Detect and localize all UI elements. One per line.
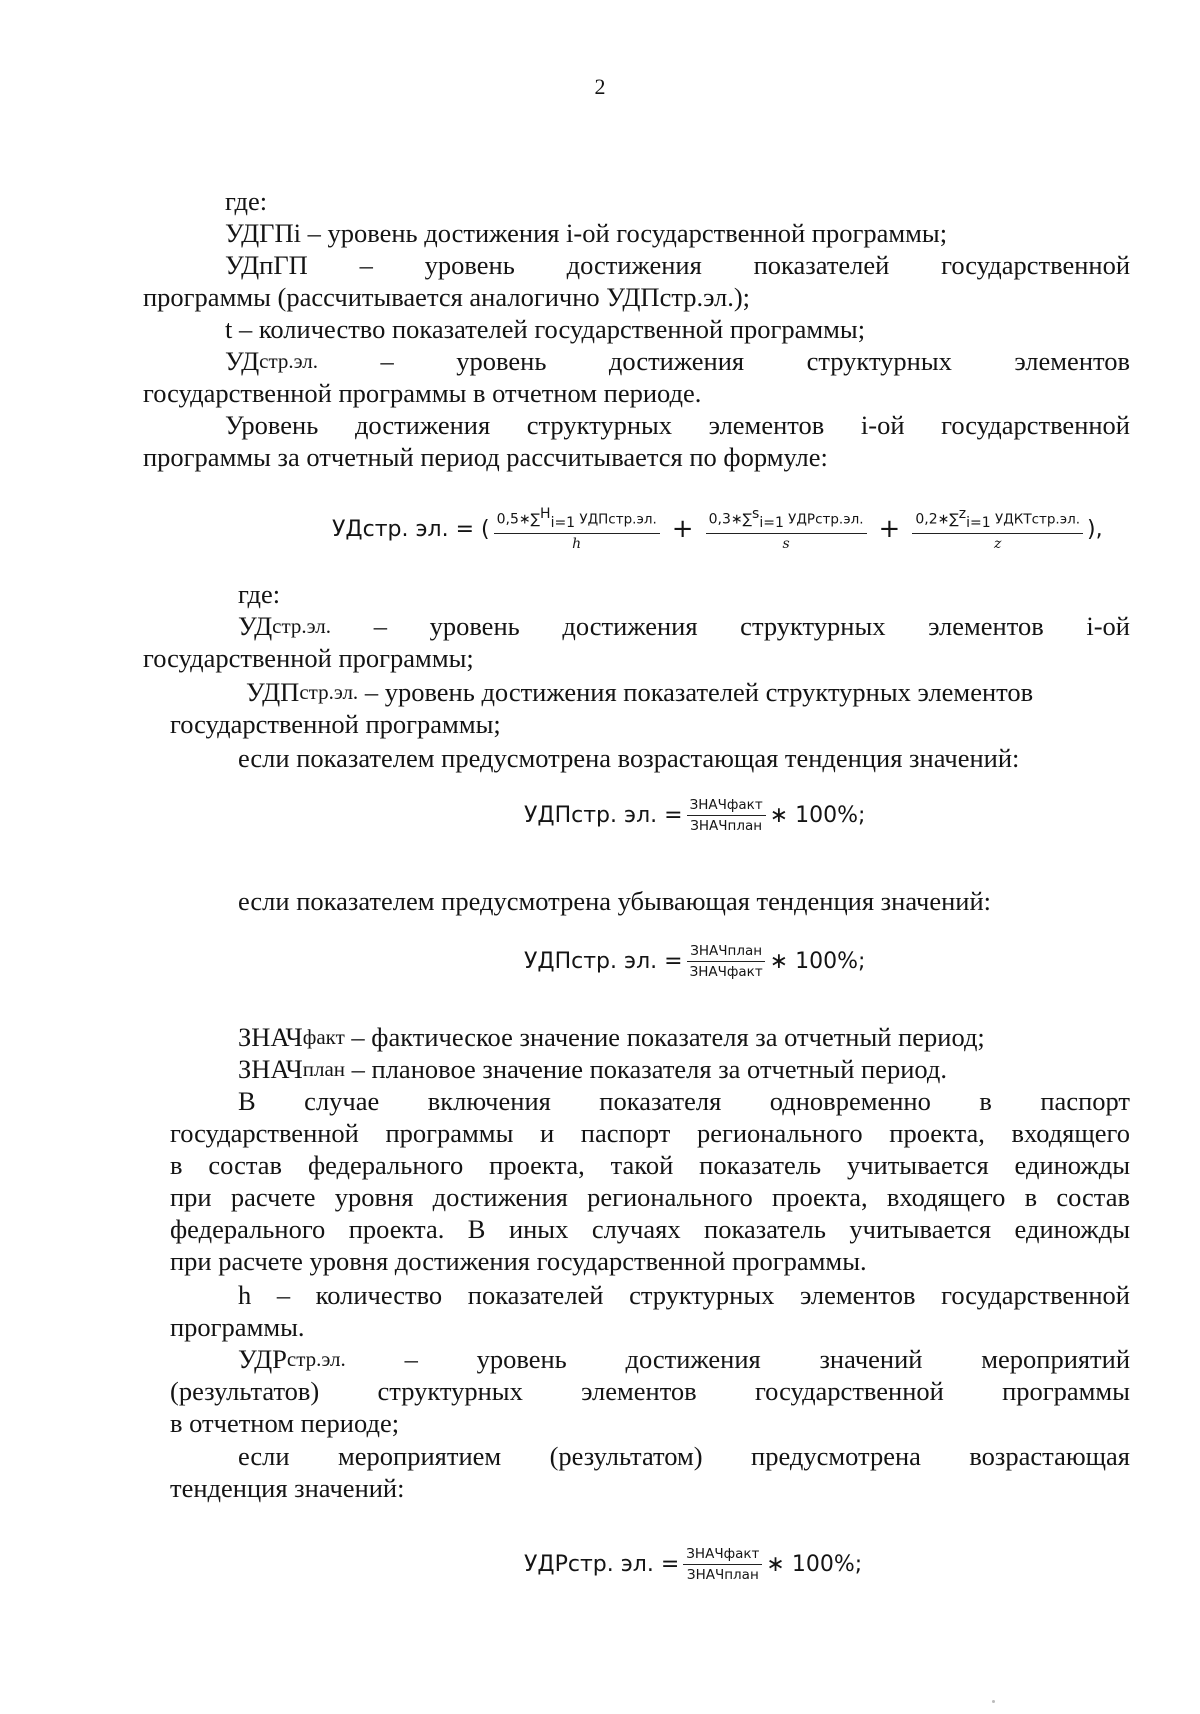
fraction-numerator: ЗНАЧфакт	[683, 1545, 762, 1565]
text-line: В случае включения показателя одновременно в паспорт	[238, 1086, 1130, 1116]
formula-udp-increasing	[524, 796, 865, 835]
formula-lhs: УДРстр. эл. =	[524, 1552, 680, 1577]
formula-tail: ∗ 100%;	[769, 803, 866, 828]
text-line	[238, 1021, 985, 1053]
fraction-term-3	[912, 505, 1083, 553]
text-line: программы.	[170, 1312, 305, 1342]
text-line: УДпГП – уровень достижения показателей государственной	[225, 250, 1130, 280]
text-line: государственной программы;	[170, 709, 501, 739]
term-subscript: факт	[302, 1025, 345, 1049]
text-line: программы за отчетный период рассчитывается по формуле:	[143, 442, 828, 472]
text-line: если показателем предусмотрена убывающая тенденция значений:	[238, 886, 992, 916]
formula-udp-decreasing	[524, 942, 865, 981]
fraction	[687, 796, 766, 835]
term: УДР	[238, 1344, 287, 1374]
fraction-numerator: 0,2∗∑$^z_{i=1}$ УДКТстр.эл.	[912, 505, 1083, 534]
text-line: t – количество показателей государственной программы;	[225, 314, 866, 344]
text-line: h – количество показателей структурных элементов государственной	[238, 1280, 1130, 1310]
scan-speck	[992, 1700, 995, 1703]
term: УД	[238, 611, 273, 641]
formula-lhs: УДПстр. эл. =	[524, 803, 683, 828]
definition-text: – уровень достижения структурных элементов i-ой	[331, 611, 1130, 641]
fraction-numerator: ЗНАЧплан	[687, 942, 765, 962]
fraction-term-1	[494, 505, 660, 553]
plus-sign: +	[878, 514, 901, 545]
fraction	[687, 942, 766, 981]
definition-text: – плановое значение показателя за отчетный период.	[345, 1054, 947, 1084]
text-line: при расчете уровня достижения регионального проекта, входящего в состав	[170, 1182, 1130, 1212]
text-line: где:	[238, 579, 281, 609]
formula-tail: ∗ 100%;	[766, 1552, 863, 1577]
text-line: государственной программы и паспорт регионального проекта, входящего	[170, 1118, 1130, 1148]
text-line: государственной программы;	[143, 643, 474, 673]
fraction-numerator: ЗНАЧфакт	[687, 796, 766, 816]
text-line	[238, 1343, 1130, 1375]
text-line	[238, 1053, 947, 1085]
definition-text: – уровень достижения показателей структурных элементов	[358, 677, 1034, 707]
text-line: где:	[225, 186, 268, 216]
text-line: УДГПi – уровень достижения i-ой государственной программы;	[225, 218, 948, 248]
term: УД	[225, 346, 260, 376]
formula-tail: ∗ 100%;	[769, 949, 866, 974]
text-line: при расчете уровня достижения государственной программы.	[170, 1246, 867, 1276]
text-line: (результатов) структурных элементов государственной программы	[170, 1376, 1130, 1406]
text-line	[246, 676, 1033, 708]
fraction-denominator: ЗНАЧплан	[690, 818, 763, 834]
text-line	[238, 610, 1130, 642]
formula-udr-increasing	[524, 1545, 862, 1584]
term: УДП	[246, 677, 300, 707]
term-subscript: стр.эл.	[286, 1347, 346, 1371]
fraction-denominator: h	[572, 536, 582, 553]
term-subscript: стр.эл.	[272, 614, 332, 638]
text-line: в состав федерального проекта, такой показатель учитывается единожды	[170, 1150, 1130, 1180]
text-line: если мероприятием (результатом) предусмотрена возрастающая	[238, 1441, 1130, 1471]
formula-tail: ),	[1087, 516, 1103, 542]
definition-text: – фактическое значение показателя за отчетный период;	[344, 1022, 985, 1052]
fraction-denominator: ЗНАЧфакт	[689, 964, 763, 980]
term-subscript: план	[302, 1057, 346, 1081]
plus-sign: +	[671, 514, 694, 545]
term: ЗНАЧ	[238, 1022, 303, 1052]
text-line: тенденция значений:	[170, 1473, 405, 1503]
formula-lhs: УДПстр. эл. =	[524, 949, 683, 974]
fraction	[683, 1545, 762, 1584]
fraction-numerator: 0,5∗∑$^H_{i=1}$ УДПстр.эл.	[494, 505, 660, 534]
text-line: в отчетном периоде;	[170, 1408, 400, 1438]
formula-lhs: УДстр. эл. = (	[332, 516, 490, 542]
term-subscript: стр.эл.	[299, 680, 359, 704]
text-line: государственной программы в отчетном периоде.	[143, 378, 702, 408]
text-line	[225, 345, 1130, 377]
definition-text: – уровень достижения значений мероприятий	[345, 1344, 1131, 1374]
text-line: если показателем предусмотрена возрастающая тенденция значений:	[238, 743, 1020, 773]
term-subscript: стр.эл.	[259, 349, 319, 373]
definition-text: – уровень достижения структурных элементов	[318, 346, 1130, 376]
term: ЗНАЧ	[238, 1054, 303, 1084]
fraction-denominator: ЗНАЧплан	[686, 1567, 759, 1583]
formula-main	[332, 505, 1103, 553]
fraction-denominator: s	[782, 536, 790, 553]
text-line: программы (рассчитывается аналогично УДПстр.эл.);	[143, 282, 751, 312]
text-line: Уровень достижения структурных элементов i-ой государственной	[225, 410, 1130, 440]
page-number: 2	[594, 74, 606, 99]
text-line: федерального проекта. В иных случаях показатель учитывается единожды	[170, 1214, 1130, 1244]
fraction-term-2	[706, 505, 867, 553]
fraction-denominator: z	[994, 536, 1002, 553]
fraction-numerator: 0,3∗∑$^s_{i=1}$ УДРстр.эл.	[706, 505, 867, 534]
